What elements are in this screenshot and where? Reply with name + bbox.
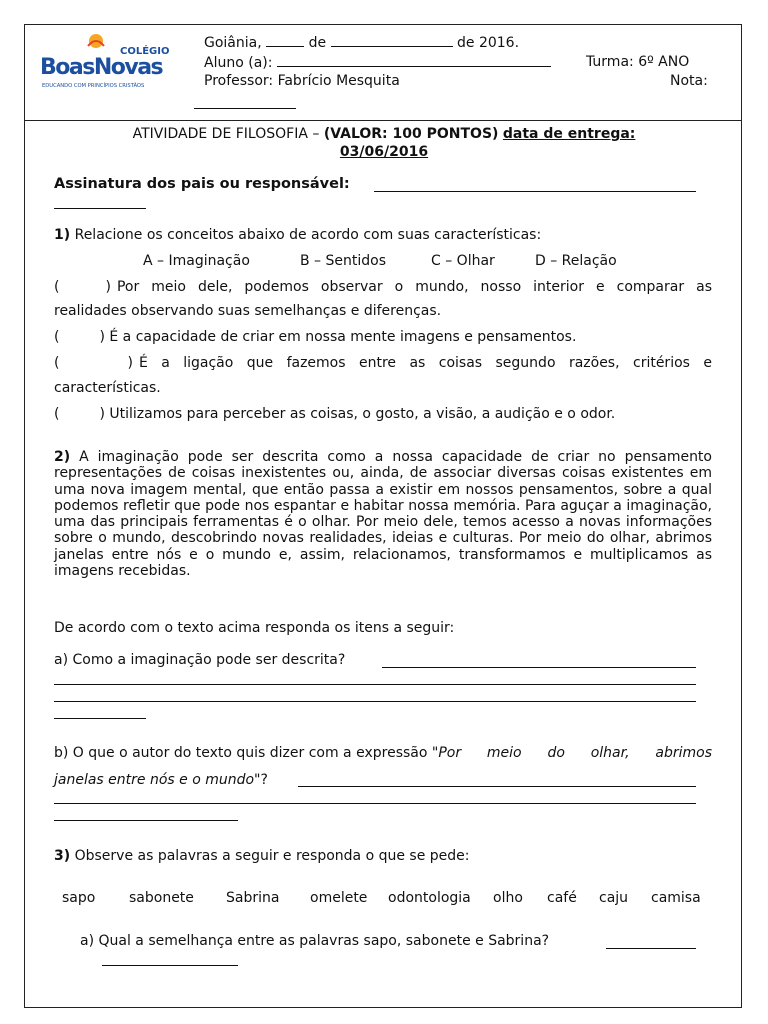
header-divider (24, 120, 742, 121)
q3-word: sapo (62, 890, 96, 906)
q1-item-4: ( ) Utilizamos para perceber as coisas, o gosto, a visão, a audição e o odor. (54, 406, 616, 422)
q3a-answer-line-1[interactable] (606, 948, 696, 949)
activity-title: ATIVIDADE DE FILOSOFIA – (VALOR: 100 PONTOS) data de entrega: (132, 126, 636, 142)
city-label: Goiânia, (204, 35, 262, 51)
q2b-question-cont: janelas entre nós e o mundo"? (54, 772, 268, 788)
logo-colegio: COLÉGIO (120, 46, 170, 57)
q3-word: café (547, 890, 577, 906)
signature-label: Assinatura dos pais ou responsável: (54, 176, 350, 192)
answer-slot[interactable]: ) (105, 279, 111, 295)
q3-word: caju (599, 890, 629, 906)
q1-option-b: B – Sentidos (300, 253, 387, 269)
logo-tagline: EDUCANDO COM PRINCÍPIOS CRISTÃOS (42, 83, 145, 89)
teacher-label: Professor: Fabrício Mesquita (204, 73, 400, 89)
q1-item-3-cont: características. (54, 380, 161, 396)
q1-prompt: 1) Relacione os conceitos abaixo de acordo com suas características: (54, 227, 542, 243)
signature-blank[interactable] (374, 191, 696, 192)
q3-prompt: 3) Observe as palavras a seguir e responda o que se pede: (54, 848, 470, 864)
q1-option-d: D – Relação (535, 253, 617, 269)
due-date: 03/06/2016 (339, 144, 429, 160)
year-label: de 2016. (457, 35, 520, 51)
q3-word: olho (493, 890, 523, 906)
q2a-answer-line-3[interactable] (54, 701, 696, 702)
q1-item-1: ( ) Por meio dele, podemos observar o mundo, nosso interior e comparar as (54, 279, 712, 295)
q3-word: omelete (310, 890, 368, 906)
q3a-answer-line-2[interactable] (102, 965, 238, 966)
q2-instruction: De acordo com o texto acima responda os itens a seguir: (54, 620, 455, 636)
grade-blank[interactable] (194, 108, 296, 109)
q2a-answer-line-1[interactable] (382, 667, 696, 668)
q3-word: odontologia (388, 890, 471, 906)
class-label: Turma: 6º ANO (586, 54, 690, 70)
student-label: Aluno (a): (204, 55, 273, 71)
q3-word: Sabrina (226, 890, 280, 906)
day-blank[interactable] (266, 34, 304, 47)
value-label: (VALOR: 100 PONTOS) (323, 126, 499, 142)
q1-item-3: ( ) É a ligação que fazemos entre as coisas segundo razões, critérios e (54, 355, 712, 371)
logo-brand: BoasNovas (40, 55, 163, 80)
q1-option-a: A – Imaginação (143, 253, 250, 269)
signature-blank-2[interactable] (54, 208, 146, 209)
q3-word: camisa (651, 890, 701, 906)
school-logo (32, 32, 182, 92)
student-line (204, 54, 551, 71)
q1-item-1-cont: realidades observando suas semelhanças e diferenças. (54, 303, 442, 319)
month-blank[interactable] (331, 34, 453, 47)
answer-slot[interactable]: ) (127, 355, 133, 371)
q3a-question: a) Qual a semelhança entre as palavras sapo, sabonete e Sabrina? (80, 933, 550, 949)
q2a-question: a) Como a imaginação pode ser descrita? (54, 652, 346, 668)
q1-option-c: C – Olhar (431, 253, 495, 269)
q2b-question: b) O que o autor do texto quis dizer com a expressão "Por meio do olhar, abrimos (54, 745, 712, 761)
due-label: data de entrega: (502, 126, 636, 142)
q1-item-2: ( ) É a capacidade de criar em nossa mente imagens e pensamentos. (54, 329, 577, 345)
q2a-answer-line-2[interactable] (54, 684, 696, 685)
date-line (204, 34, 519, 51)
grade-label: Nota: (670, 73, 708, 89)
q2b-answer-line-1[interactable] (298, 786, 696, 787)
q3-word: sabonete (129, 890, 194, 906)
de-label: de (308, 35, 327, 51)
q2b-answer-line-2[interactable] (54, 803, 696, 804)
q2a-answer-line-4[interactable] (54, 718, 146, 719)
q2-passage: 2) A imaginação pode ser descrita como a nossa capacidade de criar no pensamento representações de coisas inexistentes ou, ainda, de associar diversas coisas existentes em uma nova imagem mental, que então passa a existir em nossos pensamentos, sobre a qual podemos refletir que pode nos espantar e habitar nossa memória. Para aguçar a imaginação, uma das principais ferramentas é o olhar. Por meio dele, temos acesso a novas informações sobre o mundo, descobrindo novas realidades, ideias e culturas. Por meio do olhar, abrimos janelas entre nós e o mundo e, assim, relacionamos, transformamos e multiplicamos as imagens recebidas. (54, 449, 712, 580)
student-name-blank[interactable] (277, 54, 551, 67)
q2b-answer-line-3[interactable] (54, 820, 238, 821)
